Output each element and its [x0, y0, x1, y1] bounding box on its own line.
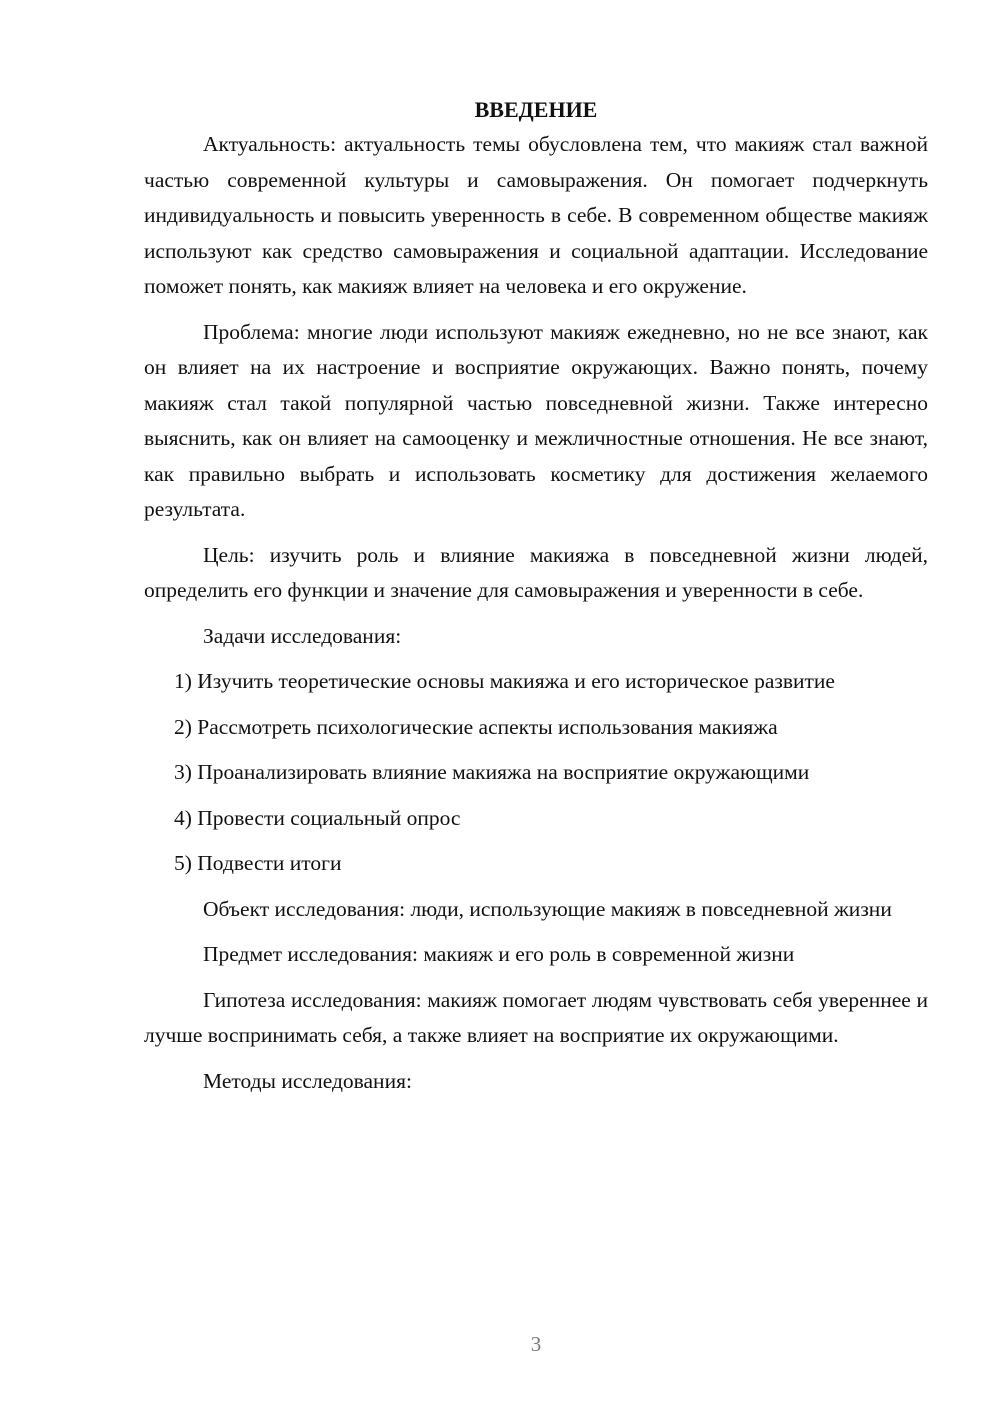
task-item-5: 5) Подвести итоги — [174, 851, 342, 875]
task-item-1: 1) Изучить теоретические основы макияжа и его историческое развитие — [174, 669, 835, 693]
hypothesis-paragraph: Гипотеза исследования: макияж помогает людям чувствовать себя увереннее и лучше воспринимать себя, а также влияет на восприятие их окружающими. — [144, 987, 928, 1047]
relevance-paragraph: Актуальность: актуальность темы обусловлена тем, что макияж стал важной частью современной культуры и самовыражения. Он помогает подчеркнуть индивидуальность и повысить уверенность в себе. В современном обществе макияж используют как средство самовыражения и социальной адаптации. Исследование поможет понять, как макияж влияет на человека и его окружение. — [144, 132, 928, 298]
task-item-2: 2) Рассмотреть психологические аспекты использования макияжа — [174, 714, 778, 739]
tasks-title: Задачи исследования: — [203, 623, 402, 648]
goal-paragraph: Цель: изучить роль и влияние макияжа в повседневной жизни людей, определить его функции и значение для самовыражения и уверенности в себе. — [144, 542, 928, 602]
page-number: 3 — [530, 1332, 542, 1356]
section-heading: ВВЕДЕНИЕ — [474, 97, 598, 122]
document-page — [144, 92, 928, 1099]
task-item-3: 3) Проанализировать влияние макияжа на восприятие окружающими — [174, 760, 810, 784]
object-paragraph: Объект исследования: люди, использующие макияж в повседневной жизни — [203, 896, 892, 921]
subject-paragraph: Предмет исследования: макияж и его роль в современной жизни — [203, 942, 795, 966]
task-item-4: 4) Провести социальный опрос — [174, 805, 461, 830]
methods-title: Методы исследования: — [203, 1068, 412, 1093]
problem-paragraph: Проблема: многие люди используют макияж ежедневно, но не все знают, как он влияет на их настроение и восприятие окружающих. Важно понять, почему макияж стал такой популярной частью повседневной жизни. Также интересно выяснить, как он влияет на самооценку и межличностные отношения. Не все знают, как правильно выбрать и использовать косметику для достижения желаемого результата. — [144, 319, 928, 521]
